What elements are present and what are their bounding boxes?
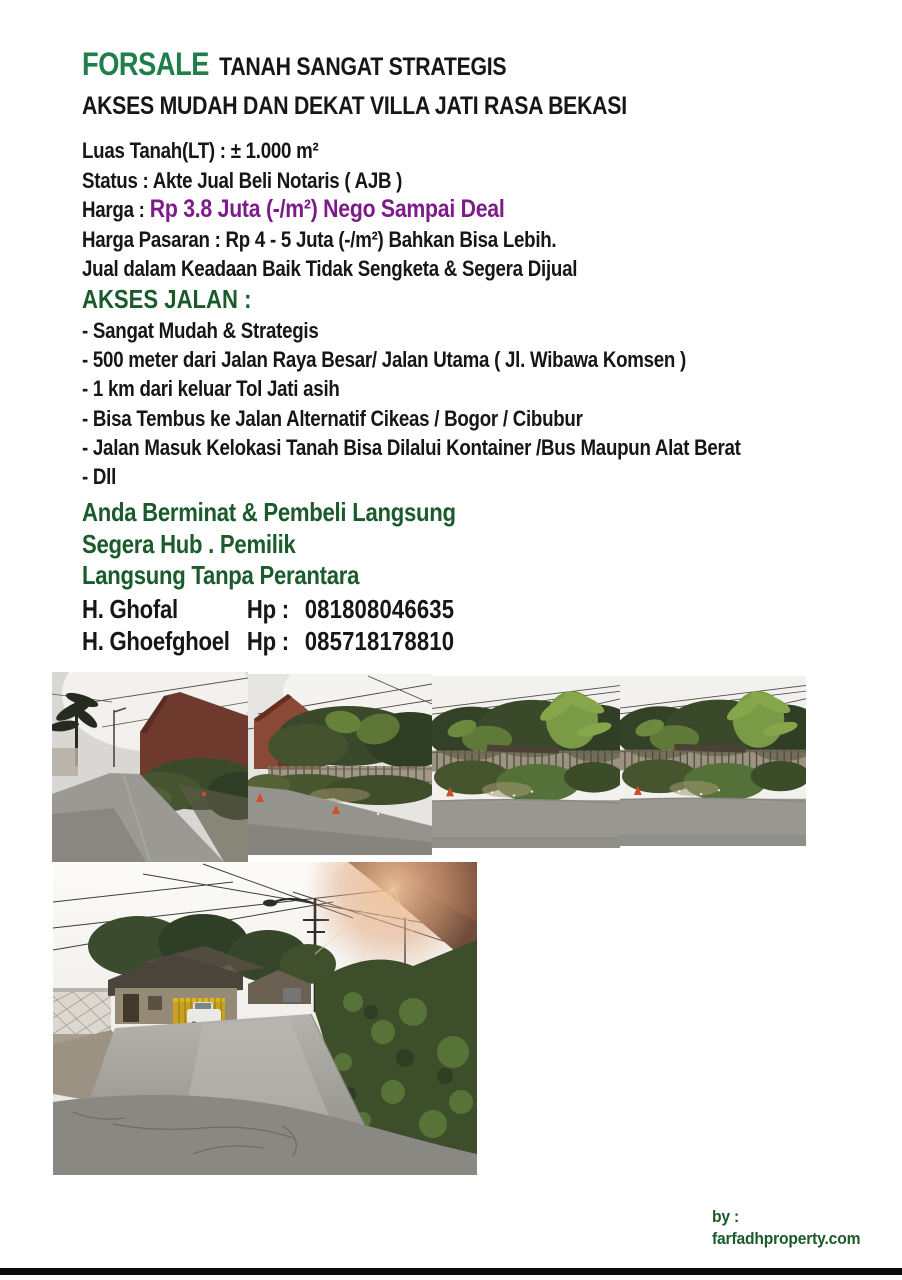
photo-access-road-wide xyxy=(53,862,477,1175)
photo-brick-house-land-edge xyxy=(248,674,432,855)
credit-block xyxy=(712,1206,873,1250)
condition-line: Jual dalam Keadaan Baik Tidak Sengketa & Segera Dijual xyxy=(82,256,578,281)
title-line xyxy=(82,44,627,91)
phone-number: 081808046635 xyxy=(304,594,455,624)
credit-by: by : xyxy=(712,1207,740,1226)
phone-number: 085718178810 xyxy=(304,626,455,656)
price-line xyxy=(82,195,577,225)
status-line: Status : Akte Jual Beli Notaris ( AJB ) xyxy=(82,167,403,193)
road-access-item: - Bisa Tembus ke Jalan Alternatif Cikeas / Bogor / Cibubur xyxy=(82,405,583,431)
land-area-line: Luas Tanah(LT) : ± 1.000 m² xyxy=(82,138,319,163)
road-access-heading: AKSES JALAN : xyxy=(82,284,252,314)
footer-bar xyxy=(0,1268,902,1275)
hp-label: Hp : xyxy=(246,594,289,624)
contact-cta-line: Langsung Tanpa Perantara xyxy=(82,560,360,591)
road-access-item: - 1 km dari keluar Tol Jati asih xyxy=(82,376,340,402)
photo-land-plot-fence-bananas-2 xyxy=(620,676,806,846)
contact-name: H. Ghofal xyxy=(82,594,178,624)
contact-phone-row xyxy=(82,593,454,625)
price-label: Harga : xyxy=(82,197,145,222)
contact-cta-line: Anda Berminat & Pembeli Langsung xyxy=(82,497,456,527)
photo-land-plot-fence-bananas xyxy=(432,676,620,848)
hp-label: Hp : xyxy=(246,626,289,656)
title-block xyxy=(82,44,723,121)
contact-cta-block xyxy=(82,497,522,592)
road-access-section xyxy=(82,282,857,491)
contact-name: H. Ghoefghoel xyxy=(82,626,230,656)
market-price-line: Harga Pasaran : Rp 4 - 5 Juta (-/m²) Bahkan Bisa Lebih. xyxy=(82,226,557,252)
road-access-item: - Sangat Mudah & Strategis xyxy=(82,318,319,343)
road-access-item: - Jalan Masuk Kelokasi Tanah Bisa Dilalui Kontainer /Bus Maupun Alat Berat xyxy=(82,434,741,460)
photo-village-road-with-palms xyxy=(52,672,248,862)
for-sale-label: FORSALE xyxy=(82,46,209,82)
road-access-item: - Dll xyxy=(82,464,117,490)
contact-cta-line: Segera Hub . Pemilik xyxy=(82,528,296,559)
page-title: TANAH SANGAT STRATEGIS xyxy=(219,53,507,81)
road-access-item: - 500 meter dari Jalan Raya Besar/ Jalan Utama ( Jl. Wibawa Komsen ) xyxy=(82,347,687,373)
price-value: Rp 3.8 Juta (-/m²) Nego Sampai Deal xyxy=(149,195,505,223)
page-subtitle: AKSES MUDAH DAN DEKAT VILLA JATI RASA BEKASI xyxy=(82,92,627,120)
contact-phone-row xyxy=(82,625,454,657)
property-details xyxy=(82,136,665,284)
contact-phones-block xyxy=(82,593,520,657)
credit-site: farfadhproperty.com xyxy=(712,1229,861,1248)
